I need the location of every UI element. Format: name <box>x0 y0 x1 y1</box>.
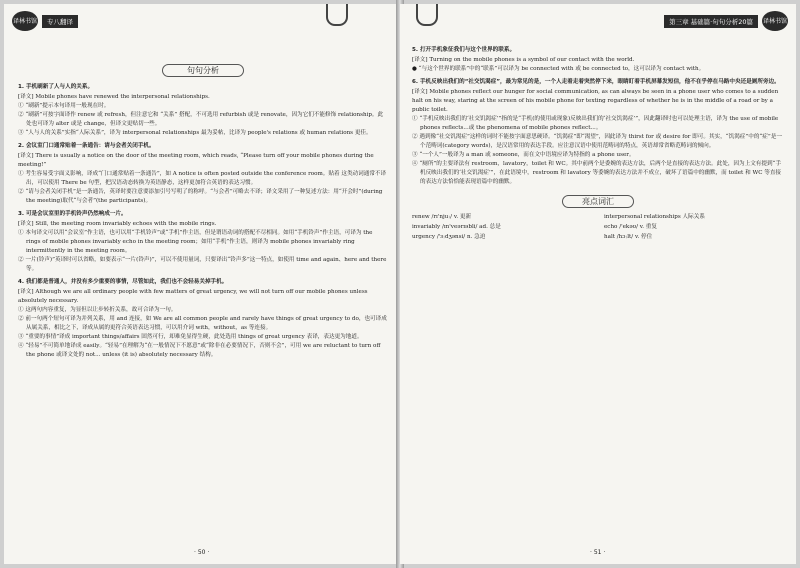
annotation-note: ① 这两句内容重复，为显但以让步转折关系，故可合译为一句。 <box>18 307 177 313</box>
vocab-item: invariably /ɪn'veərɪəbli/ ad. 总是 <box>412 224 501 230</box>
binder-clip-icon <box>416 4 438 26</box>
annotation-note: ④ “厕所”的主要译法有 restroom，lavatory，toilet 和 WC。其中前两个是委婉的表达方法，后两个是直接的表达方法。此处，因为上文有提到“手机反映出我们的‘社交饥渴症’”，在此语境中，restroom 和 lavatory 等委婉的表达方法并不成立，破坏了语篇中的幽默，而 toilet 和 WC 等直接的表达方法恰恰能表现语篇中的幽默。 <box>412 161 782 185</box>
question-heading: 5. 打开手机象征我们与这个世界的联系。 <box>412 47 516 53</box>
question-heading: 6. 手机反映出我们的“社交饥渴症”，最为常见的是，一个人走着走着突然停下来，眼睛盯着手机屏幕发短信，他不在乎停在马路中央还是厕所旁边。 <box>412 79 780 85</box>
translation: [译文] Although we are all ordinary people with few matters of great urgency, we will not turn off our mobile phones unless absolutely necessary. <box>18 289 368 304</box>
translation: [译文] Still, the meeting room invariably echoes with the mobile rings. <box>18 221 217 227</box>
annotation-note: ① 本句译文可以用“会议室”作主语，也可以用“手机铃声”或“手机”作主语，但是谓语动词的搭配不尽相同。如用“手机铃声”作主语，可译为 the rings of mobile phones invariably echo in the meeting room；如用“手机”作主语，则译为 mobile phones invariably ring intermittently in the meeting room。 <box>18 230 373 254</box>
annotation-note: ① 考生容易受字面义影响，译成“门口通常贴着一条通告”，如 A notice is often posted outside the conference room。貼着 这类动词通常不译出，可以使用 There be 句型，把汉语动态转换为英语静态，这样更加符合英语的表达习惯。 <box>18 171 387 186</box>
left-page <box>4 4 398 564</box>
vocab-title: 亮点词汇 <box>562 195 634 208</box>
publisher-logo: 译林书馆 <box>762 11 788 31</box>
vocab-item: echo /'ekəʊ/ v. 重复 <box>604 224 657 230</box>
right-page <box>400 4 796 564</box>
right-items <box>412 46 784 187</box>
annotation-note: ③ “人与人的关系”实指“人际关系”，译为 interpersonal relationships 最为妥帖，比译为 people's relations 或 human relations 更佳。 <box>18 130 372 136</box>
left-content <box>18 34 388 360</box>
translation: [译文] Mobile phones have renewed the interpersonal relationships. <box>18 94 210 100</box>
translation: [译文] There is usually a notice on the door of the meeting room, which reads, “Please turn off your mobile phones during the meeting!” <box>18 153 374 168</box>
annotation-note: ② 前一句两个短句可译为并列关系，用 and 连接，如 We are all common people and rarely have things of great urgency to do，也可译成从属关系，相比之下，译成从属的更符合英语表达习惯，可以用介词 with，without，as 等连接。 <box>18 316 387 331</box>
question-heading: 2. 会议室门口通常贴着一条通告：请与会者关闭手机。 <box>18 143 155 149</box>
right-header <box>660 10 788 32</box>
annotation-note: ② 遇到像“社交饥渴症”这样的词时不能按字面意思硬译。“饥渴症”即“渴望”，因此译为 thirst for 或 desire for 即可。其实，“饥渴症”中的“症”是一个范畴词(category words)，是汉语常用的表达手段。应注意汉语中使用范畴词的特点，英语却常省略范畴词的倾向。 <box>412 134 782 149</box>
vocab-item: urgency /'ɜːdʒənsi/ n. 急迫 <box>412 234 486 240</box>
question-heading: 4. 我们都是普通人，并没有多少重要的事情，尽管如此，我们也不会轻易关掉手机。 <box>18 279 228 285</box>
annotation-note: ② 一片(铃声)”英译时可以省略，如要表示“一片(铃声)”，可以不使用量词，只要译出“铃声多”这一特点，如使用 time and again、here and there 等。 <box>18 257 387 272</box>
annotation-note: ● “与这个世界的联系”中的“联系”可以译为 be connected with 或 be connected to，这可以译为 contact with。 <box>412 66 705 72</box>
vocab-item: interpersonal relationships 人际关系 <box>604 214 705 220</box>
chapter-tag: 第三章 基础篇·句句分析20篇 <box>664 15 758 28</box>
left-items <box>18 83 388 360</box>
right-content <box>412 42 784 242</box>
page-number-right: · 51 · <box>590 549 606 556</box>
section-title: 句句分析 <box>162 64 244 77</box>
left-header <box>12 10 82 32</box>
annotation-note: ② “刷新”可按字面译作 renew 或 refresh，但注意它和 “关系” 搭配，不可选用 refurbish 或是 renovate，因为它们不能修饰 relationship。此处也可译为 alter 或是 change，但译文更贴切一些。 <box>18 112 384 127</box>
page-number-left: · 50 · <box>194 549 210 556</box>
annotation-note: ① “手机反映出我们的‘社交饥渴症’”指的是“手机(的使用或现象)反映出我们的‘社交饥渴症’”，因此翻译时也可以处理主语，译为 the use of mobile phones reflects...或 the phenomena of mobile phones reflect...。 <box>412 116 779 131</box>
vocab-item: renew /rɪ'njuː/ v. 更新 <box>412 214 472 220</box>
question-heading: 3. 可是会议室里的手机铃声仍然响成一片。 <box>18 211 127 217</box>
annotation-note: ② “请与会者关闭手机”是一条通告，英译时要注意要添加引号写明了的称呼。“与会者”可略去不译；译文采用了一种复述方法：用“开会时”(during the meeting)取代“与会者”(the participants)。 <box>18 189 383 204</box>
vocab-item: halt /hɔːlt/ v. 停住 <box>604 234 653 240</box>
annotation-note: ③ “一个人”一般译为 a man 或 someone，而在文中语境应译为特指的 a phone user。 <box>412 152 635 158</box>
translation: [译文] Mobile phones reflect our hunger for social communication, as can always be seen in a phone user who comes to a sudden halt on his way, staring at the screen of his mobile phone for texting regardless of whether he is in the middle of a road or by a public toilet. <box>412 89 779 113</box>
publisher-logo: 译林书馆 <box>12 11 38 31</box>
annotation-note: ① “刷新”提示本句译用一般现在时。 <box>18 103 110 109</box>
vocab-list <box>412 212 784 242</box>
question-heading: 1. 手机刷新了人与人的关系。 <box>18 84 94 90</box>
binder-clip-icon <box>326 4 348 26</box>
annotation-note: ③ “重要的事情”译成 important things/affairs 固然可行，却难免显得生硬，此处选用 things of great urgency 表译，表达更为地道。 <box>18 334 363 340</box>
series-tag: 专八翻译 <box>42 15 78 28</box>
annotation-note: ④ “轻易”不可简单地译成 easily。“轻易”在理解为“在一般情况下不愿意”或“除非在必要情况下，否则不会”，可用 we are reluctant to turn off the phone 或译文处的 not... unless (it is) absolutely necessary 结构。 <box>18 343 381 358</box>
translation: [译文] Turning on the mobile phones is a symbol of our contact with the world. <box>412 57 635 63</box>
